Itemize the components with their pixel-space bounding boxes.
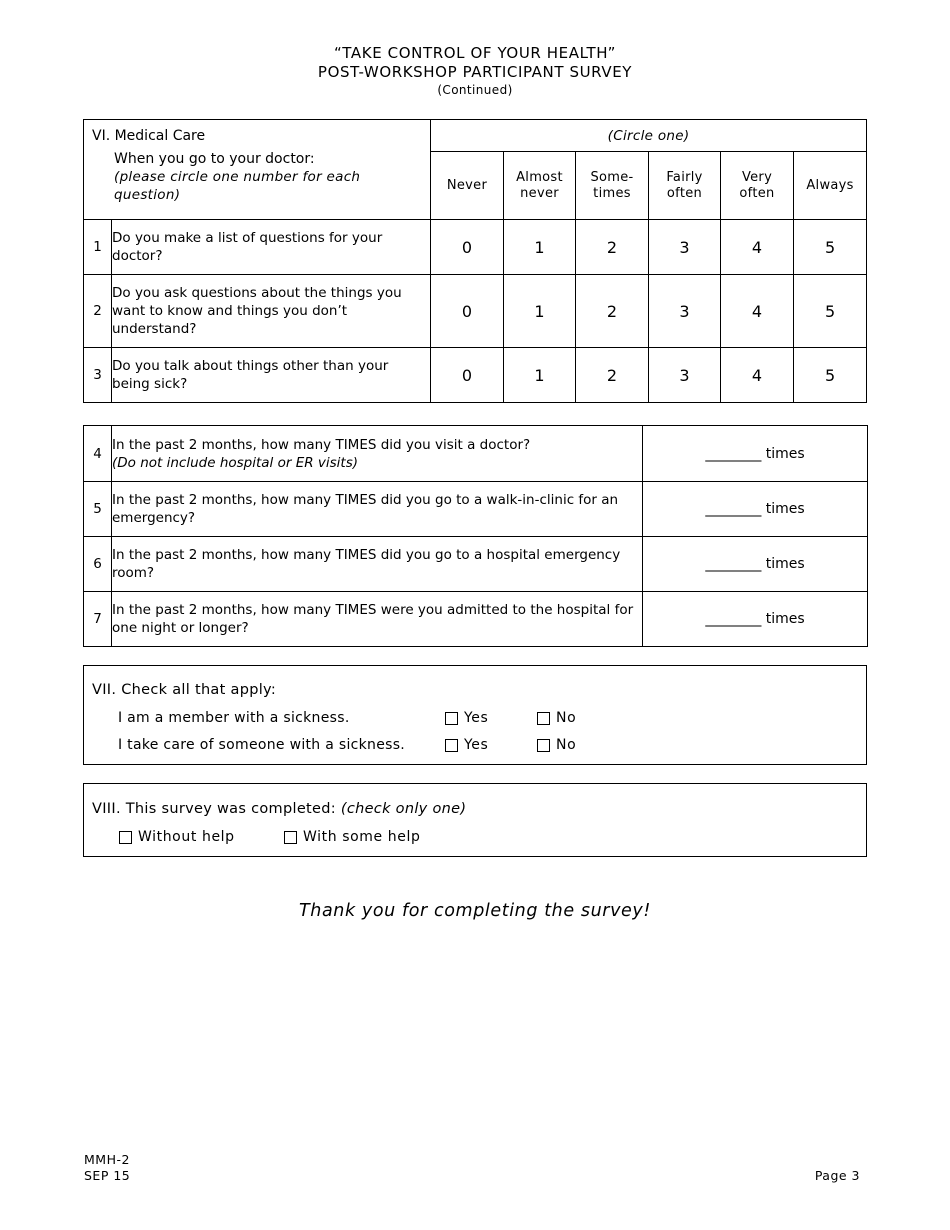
- question-text: Do you make a list of questions for your doctor?: [112, 220, 431, 275]
- question-number: 6: [84, 537, 112, 592]
- question-number: 1: [84, 220, 112, 275]
- question-text: In the past 2 months, how many TIMES were you admitted to the hospital for one night or longer?: [112, 592, 643, 647]
- score-option[interactable]: 3: [649, 275, 721, 348]
- table-row: [84, 482, 868, 537]
- question-note: (Do not include hospital or ER visits): [112, 454, 359, 471]
- section-6-prompt-text: When you go to your doctor:: [114, 151, 315, 167]
- times-answer-field[interactable]: ________ times: [643, 426, 868, 482]
- score-option[interactable]: 0: [431, 348, 504, 403]
- section-6-title: VI. Medical Care: [92, 128, 206, 144]
- question-number: 3: [84, 348, 112, 403]
- checkbox-icon: [284, 831, 297, 844]
- checkbox-label: Yes: [464, 737, 489, 753]
- circle-one-label: (Circle one): [431, 120, 867, 152]
- score-option[interactable]: 0: [431, 220, 504, 275]
- member-sickness-label: I am a member with a sickness.: [118, 710, 350, 726]
- score-option[interactable]: 5: [794, 220, 867, 275]
- checkbox-icon: [537, 712, 550, 725]
- checkbox-icon: [537, 739, 550, 752]
- question-text: In the past 2 months, how many TIMES did you go to a walk-in-clinic for an emergency?: [112, 482, 643, 537]
- form-date: SEP 15: [84, 1168, 131, 1183]
- checkbox-label: No: [556, 710, 577, 726]
- checkbox-label: With some help: [303, 829, 421, 845]
- times-answer-field[interactable]: ________ times: [643, 482, 868, 537]
- column-header-sometimes: Some- times: [576, 152, 649, 220]
- caregiver-label: I take care of someone with a sickness.: [118, 737, 406, 753]
- table-row: [84, 275, 867, 348]
- caregiver-yes-checkbox[interactable]: [445, 737, 488, 753]
- score-option[interactable]: 4: [721, 275, 794, 348]
- question-text: In the past 2 months, how many TIMES did you visit a doctor? (Do not include hospital or ER visits): [112, 426, 643, 482]
- question-text: Do you talk about things other than your being sick?: [112, 348, 431, 403]
- survey-title: “TAKE CONTROL OF YOUR HEALTH”: [333, 44, 617, 62]
- score-option[interactable]: 0: [431, 275, 504, 348]
- checkbox-icon: [119, 831, 132, 844]
- question-number: 2: [84, 275, 112, 348]
- score-option[interactable]: 2: [576, 275, 649, 348]
- question-number: 7: [84, 592, 112, 647]
- times-answer-field[interactable]: ________ times: [643, 592, 868, 647]
- member-yes-checkbox[interactable]: [445, 710, 488, 726]
- page-number: Page 3: [814, 1168, 860, 1183]
- section-6-prompt: [84, 144, 430, 204]
- section-6-header: [84, 120, 431, 220]
- score-option[interactable]: 1: [504, 348, 576, 403]
- table-row: [84, 348, 867, 403]
- checkbox-label: No: [556, 737, 577, 753]
- section-8-box: [83, 783, 867, 857]
- table-row: [84, 537, 868, 592]
- thank-you-message: Thank you for completing the survey!: [298, 901, 651, 921]
- checkbox-label: Yes: [464, 710, 489, 726]
- section-8-note: (check only one): [340, 801, 467, 817]
- medical-care-table: [83, 119, 867, 403]
- score-option[interactable]: 2: [576, 348, 649, 403]
- form-id: MMH-2: [84, 1152, 130, 1167]
- score-option[interactable]: 2: [576, 220, 649, 275]
- times-answer-field[interactable]: ________ times: [643, 537, 868, 592]
- table-row: [84, 426, 868, 482]
- score-option[interactable]: 1: [504, 220, 576, 275]
- score-option[interactable]: 3: [649, 348, 721, 403]
- column-header-very-often: Very often: [721, 152, 794, 220]
- caregiver-no-checkbox[interactable]: [537, 737, 576, 753]
- continued-label: (Continued): [437, 83, 513, 97]
- question-number: 4: [84, 426, 112, 482]
- section-7-title: VII. Check all that apply:: [92, 682, 277, 698]
- section-6-instruction: (please circle one number for each question): [114, 169, 361, 203]
- column-header-almost-never: Almost never: [504, 152, 576, 220]
- section-8-title: VIII. This survey was completed: (check only one): [92, 801, 467, 817]
- visits-table: [83, 425, 868, 647]
- checkbox-icon: [445, 712, 458, 725]
- column-header-always: Always: [794, 152, 867, 220]
- score-option[interactable]: 4: [721, 348, 794, 403]
- table-row: [84, 220, 867, 275]
- score-option[interactable]: 5: [794, 348, 867, 403]
- with-some-help-checkbox[interactable]: [284, 829, 420, 845]
- question-number: 5: [84, 482, 112, 537]
- checkbox-icon: [445, 739, 458, 752]
- without-help-checkbox[interactable]: [119, 829, 235, 845]
- table-row: [84, 592, 868, 647]
- member-no-checkbox[interactable]: [537, 710, 576, 726]
- checkbox-label: Without help: [138, 829, 235, 845]
- column-header-fairly-often: Fairly often: [649, 152, 721, 220]
- column-header-never: Never: [431, 152, 504, 220]
- question-text: In the past 2 months, how many TIMES did you go to a hospital emergency room?: [112, 537, 643, 592]
- page-header: [0, 44, 950, 98]
- score-option[interactable]: 3: [649, 220, 721, 275]
- footer-form-info: [84, 1152, 130, 1184]
- score-option[interactable]: 1: [504, 275, 576, 348]
- survey-subtitle: POST-WORKSHOP PARTICIPANT SURVEY: [317, 63, 633, 81]
- score-option[interactable]: 4: [721, 220, 794, 275]
- section-7-box: [83, 665, 867, 765]
- question-text: Do you ask questions about the things you want to know and things you don’t understand?: [112, 275, 431, 348]
- score-option[interactable]: 5: [794, 275, 867, 348]
